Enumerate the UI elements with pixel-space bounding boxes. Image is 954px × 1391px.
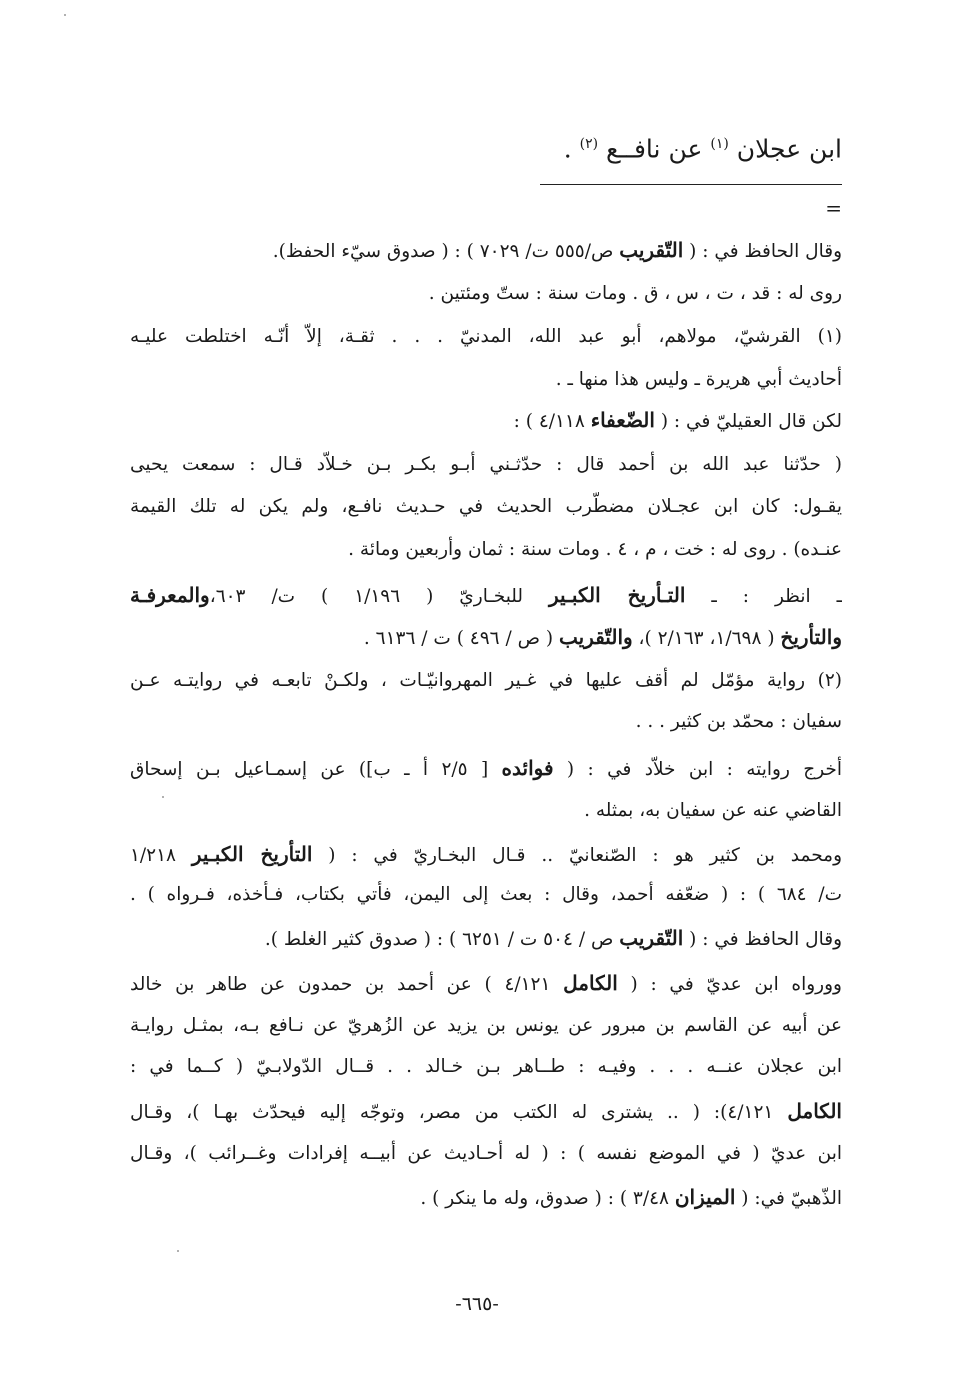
footnote-line: عن أبيه عن القاسم بن مبرور عن يونس بن يزيد عن الزُهريّ عن نـافع بـه، بمثـل روايـة	[130, 1015, 842, 1036]
footnote-line: وورواه ابن عديّ في : ( الكامل ٤/١٢١ ) عن أحمد بن حمدون عن طاهر بن خالد	[130, 971, 842, 995]
book-title: الميزان	[674, 1185, 736, 1209]
footnote-line: وقال الحافظ في : ( التّقريب ص/٥٥٥ ت/ ٧٠٢٩ ) : ( صدوق سيّء الحفظ).	[272, 238, 842, 262]
scan-speck	[177, 1250, 179, 1252]
footnote-line: ( حدّثنا عبد الله بن أحمد قال : حدّثـني أبـو بكـر بـن خـلاّد قـال : سمعت يحيى	[130, 454, 842, 475]
footnote-line: والتأريخ ( ١/٦٩٨، ٢/١٦٣ )، والتّقريب ( ص / ٤٩٦ ) ت / ٦١٣٦ .	[363, 625, 842, 649]
footnote-line: أحاديث أبي هريرة ـ وليس هذا منها ـ .	[555, 369, 842, 390]
footnote-line: سفيان : محمّد بن كثير . . .	[635, 711, 842, 732]
footnote-line: وقال الحافظ في : ( التّقريب ص / ٥٠٤ ت / ٦٢٥١ ) : ( صدوق كثير الغلط ).	[264, 926, 842, 950]
continuation-mark: =	[825, 196, 842, 220]
footnote-line: الذّهبيّ في: ( الميزان ٣/٤٨ ) : ( صدوق، وله ما ينكر ) .	[420, 1185, 842, 1209]
book-title: والمعرفـة	[130, 583, 210, 607]
book-title: الكامل	[563, 971, 618, 995]
book-title: والتّقريب	[558, 625, 633, 649]
footnote-line: (٢) رواية مؤمّل لم أقف عليها في غـير المهروانيّـات ، ولكـنْ تابعـه في روايتـه عـن	[130, 670, 842, 691]
footnote-ref-1[interactable]: (١)	[710, 136, 729, 152]
heading-text-1: ابن عجلان	[736, 134, 842, 164]
footnote-line: ت/ ٦٨٤ ) : ( ضعّفه أحمد، وقال : بعث إلى اليمن، فأتي بكتاب، فـأخذه، فـرواه ) .	[130, 884, 842, 905]
book-title: التّقريب	[619, 238, 684, 262]
page-number: -٦٦٥-	[455, 1293, 499, 1315]
footnote-line: لكن قال العقيليّ في : ( الضّعفاء ٤/١١٨ ) :	[513, 408, 842, 432]
footnote-ref-2[interactable]: (٢)	[579, 136, 599, 152]
book-title: والتأريخ	[780, 625, 842, 649]
footnote-line: يقـول: كان ابن عجـلان مضطّرب الحديث في حـديث نافـع، ولم يكن له تلك القيمة	[130, 496, 842, 517]
footnote-line: ابن عجلان عنــه . . . وفيـه : طــاهر بـن خـالد . . قــال الدّولابـيّ ( كــما في :	[130, 1056, 842, 1077]
heading-text-2: عن نافــع	[606, 134, 703, 164]
footnote-line: ومحمد بن كثير هو : الصّنعانيّ .. قـال البخـاريّ في : ( التأريخ الكبـير ١/٢١٨	[130, 842, 842, 866]
footnote-line: الكامل ٤/١٢١): ( .. يشترى له الكتب من مصر، وتوجّه إليه فيحدّث بهـا )، وقـال	[130, 1099, 842, 1123]
scan-speck	[64, 14, 66, 16]
book-title: الضّعفاء	[590, 408, 655, 432]
footnote-separator	[540, 184, 842, 185]
footnote-line: أخرج روايته : ابن خلاّد في : ( فوائده [ ٢/٥ أ ـ ب]) عن إسمـاعيل بـن إسحاق	[130, 756, 842, 780]
book-title: الكامل	[787, 1099, 842, 1123]
footnote-line: (١) القرشيّ، مولاهم، أبو عبد الله، المدنيّ . . . ثقـة، إلاّ أنّـه اختلطت عليـه	[130, 326, 842, 347]
footnote-line: ـ انظر : ـ التـأريخ الكبـير للبخـاريّ ( ١/١٩٦ ) ت/ ٦٠٣،والمعرفـة	[130, 583, 842, 607]
book-title: التّقريب	[619, 926, 684, 950]
footnote-line: القاضي عنه عن سفيان به، بمثله .	[584, 800, 842, 821]
book-title: فوائده	[501, 756, 554, 780]
footnote-line: ابن عديّ ( في الموضع نفسه ) : ( له أحـاديث عن أبيــه إفرادات وغــرائب )، وقـال	[130, 1143, 842, 1164]
scan-speck	[162, 796, 164, 798]
main-text-heading	[142, 122, 842, 171]
heading-text-3: .	[563, 134, 572, 164]
footnote-line: عنـده) . روى له : خت ، م ، ٤ . ومات سنة : ثمان وأربعين ومائة .	[348, 539, 842, 560]
book-title: التأريخ الكبـير	[191, 842, 313, 866]
footnote-line: روى له : قد ، ت ، س ، ق . ومات سنة : ستّ ومئتين .	[428, 283, 842, 304]
book-title: التـأريخ الكبـير	[549, 583, 686, 607]
